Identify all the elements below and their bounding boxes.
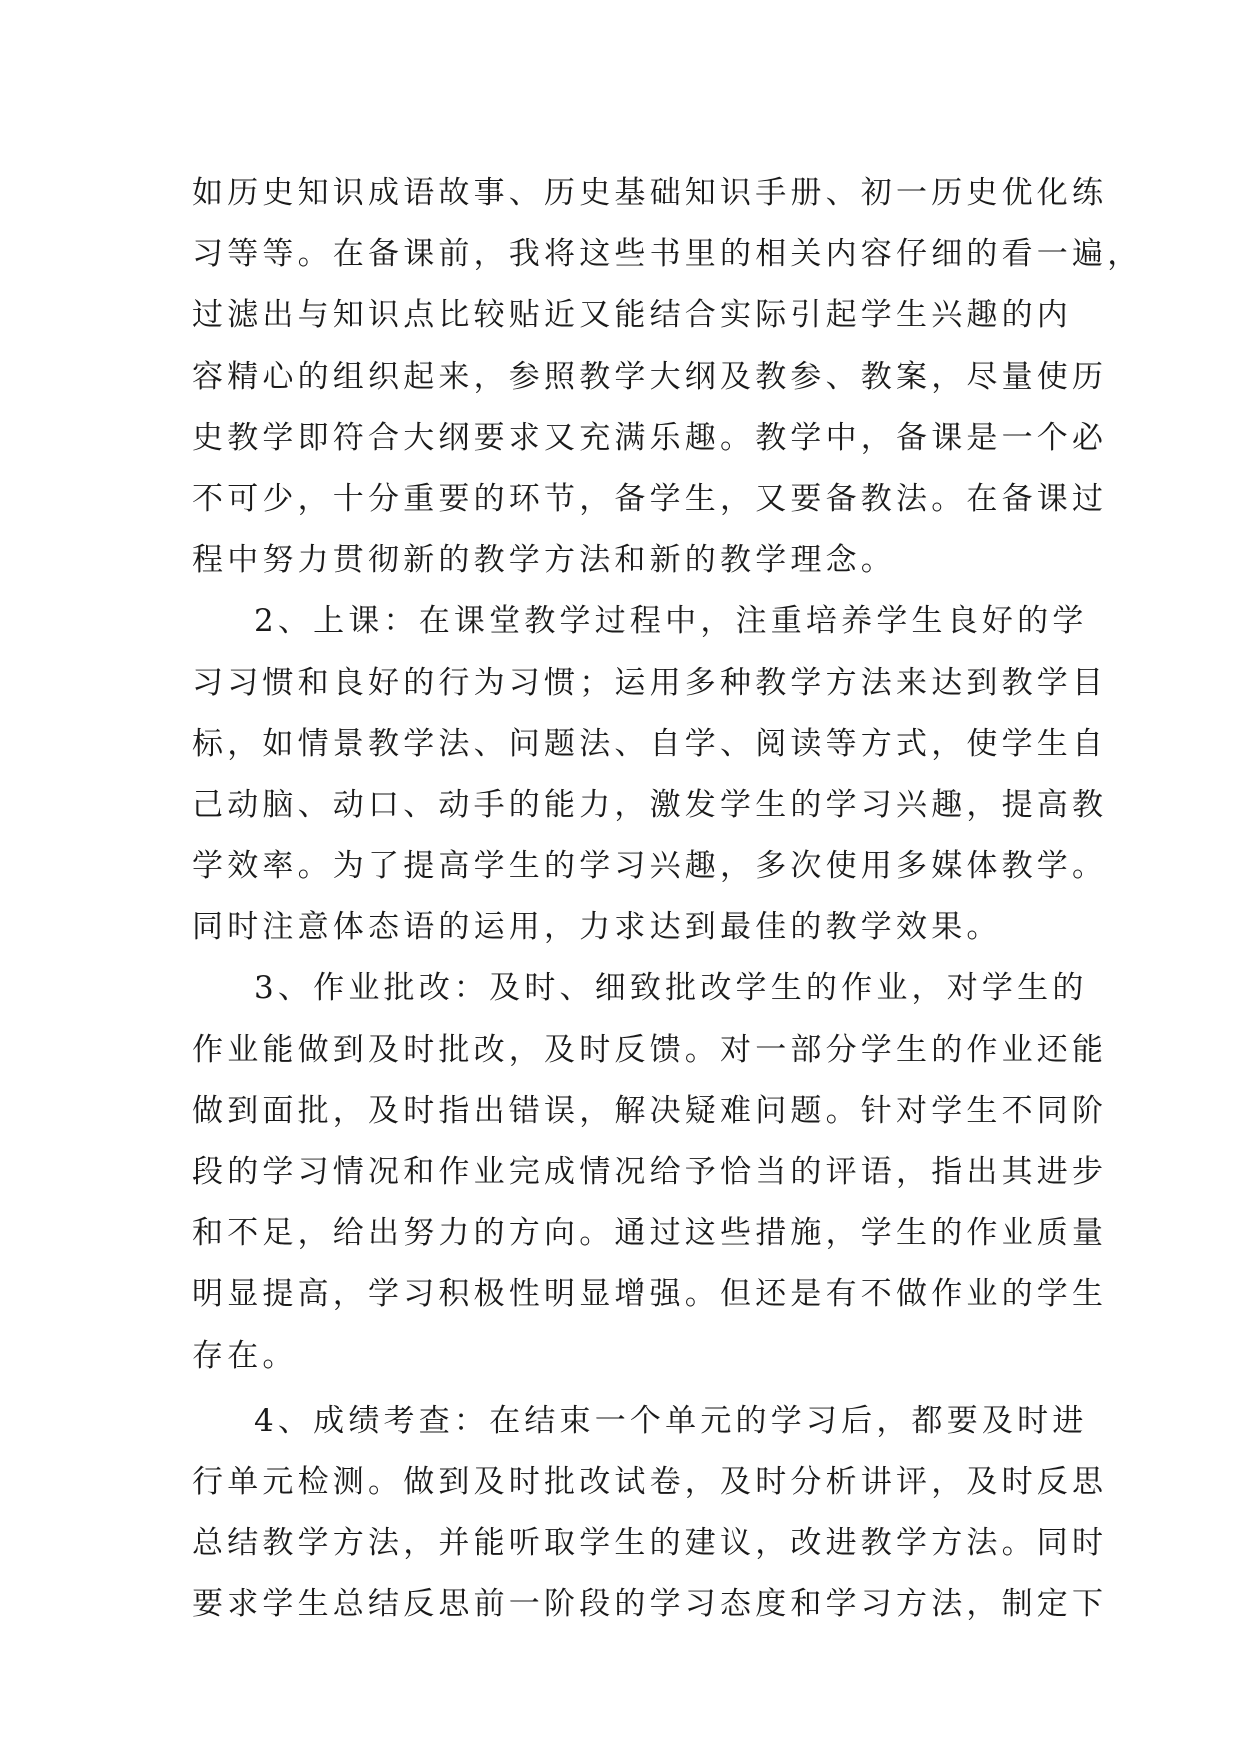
text-line: 作业能做到及时批改，及时反馈。对一部分学生的作业还能 <box>192 1031 1108 1068</box>
text-line: 习习惯和良好的行为习惯；运用多种教学方法来达到教学目 <box>192 664 1108 701</box>
text-line: 段的学习情况和作业完成情况给予恰当的评语，指出其进步 <box>192 1154 1108 1190</box>
text-line: 要求学生总结反思前一阶段的学习态度和学习方法，制定下 <box>192 1586 1108 1623</box>
text-line: 如历史知识成语故事、历史基础知识手册、初一历史优化练 <box>192 175 1108 211</box>
text-line: 己动脑、动口、动手的能力，激发学生的学习兴趣，提高教 <box>192 786 1108 823</box>
text-line: 存在。 <box>192 1337 298 1374</box>
text-line: 习等等。在备课前，我将这些书里的相关内容仔细的看一遍， <box>192 236 1143 273</box>
text-line: 不可少，十分重要的环节，备学生，又要备教法。在备课过 <box>192 480 1108 517</box>
text-line: 总结教学方法，并能听取学生的建议，改进教学方法。同时 <box>192 1525 1108 1562</box>
paragraph-2-first-line: 2、上课：在课堂教学过程中，注重培养学生良好的学 <box>254 603 1088 640</box>
text-line: 程中努力贯彻新的教学方法和新的教学理念。 <box>192 542 896 579</box>
text-line: 行单元检测。做到及时批改试卷，及时分析讲评，及时反思 <box>192 1463 1108 1500</box>
text-line: 做到面批，及时指出错误，解决疑难问题。针对学生不同阶 <box>192 1092 1108 1129</box>
text-line: 标，如情景教学法、问题法、自学、阅读等方式，使学生自 <box>192 725 1108 762</box>
text-line: 学效率。为了提高学生的学习兴趣，多次使用多媒体教学。 <box>192 848 1108 885</box>
paragraph-3-first-line: 3、作业批改：及时、细致批改学生的作业，对学生的 <box>254 970 1088 1007</box>
text-line: 和不足，给出努力的方向。通过这些措施，学生的作业质量 <box>192 1215 1108 1252</box>
text-line: 同时注意体态语的运用，力求达到最佳的教学效果。 <box>192 909 1002 946</box>
text-line: 容精心的组织起来，参照教学大纲及教参、教案，尽量使历 <box>192 358 1108 395</box>
document-body <box>192 163 1143 1636</box>
text-line: 明显提高，学习积极性明显增强。但还是有不做作业的学生 <box>192 1276 1108 1313</box>
text-line: 史教学即符合大纲要求又充满乐趣。教学中，备课是一个必 <box>192 419 1108 456</box>
text-line: 过滤出与知识点比较贴近又能结合实际引起学生兴趣的内 <box>192 297 1072 334</box>
paragraph-4-first-line: 4、成绩考查：在结束一个单元的学习后，都要及时进 <box>254 1402 1088 1439</box>
